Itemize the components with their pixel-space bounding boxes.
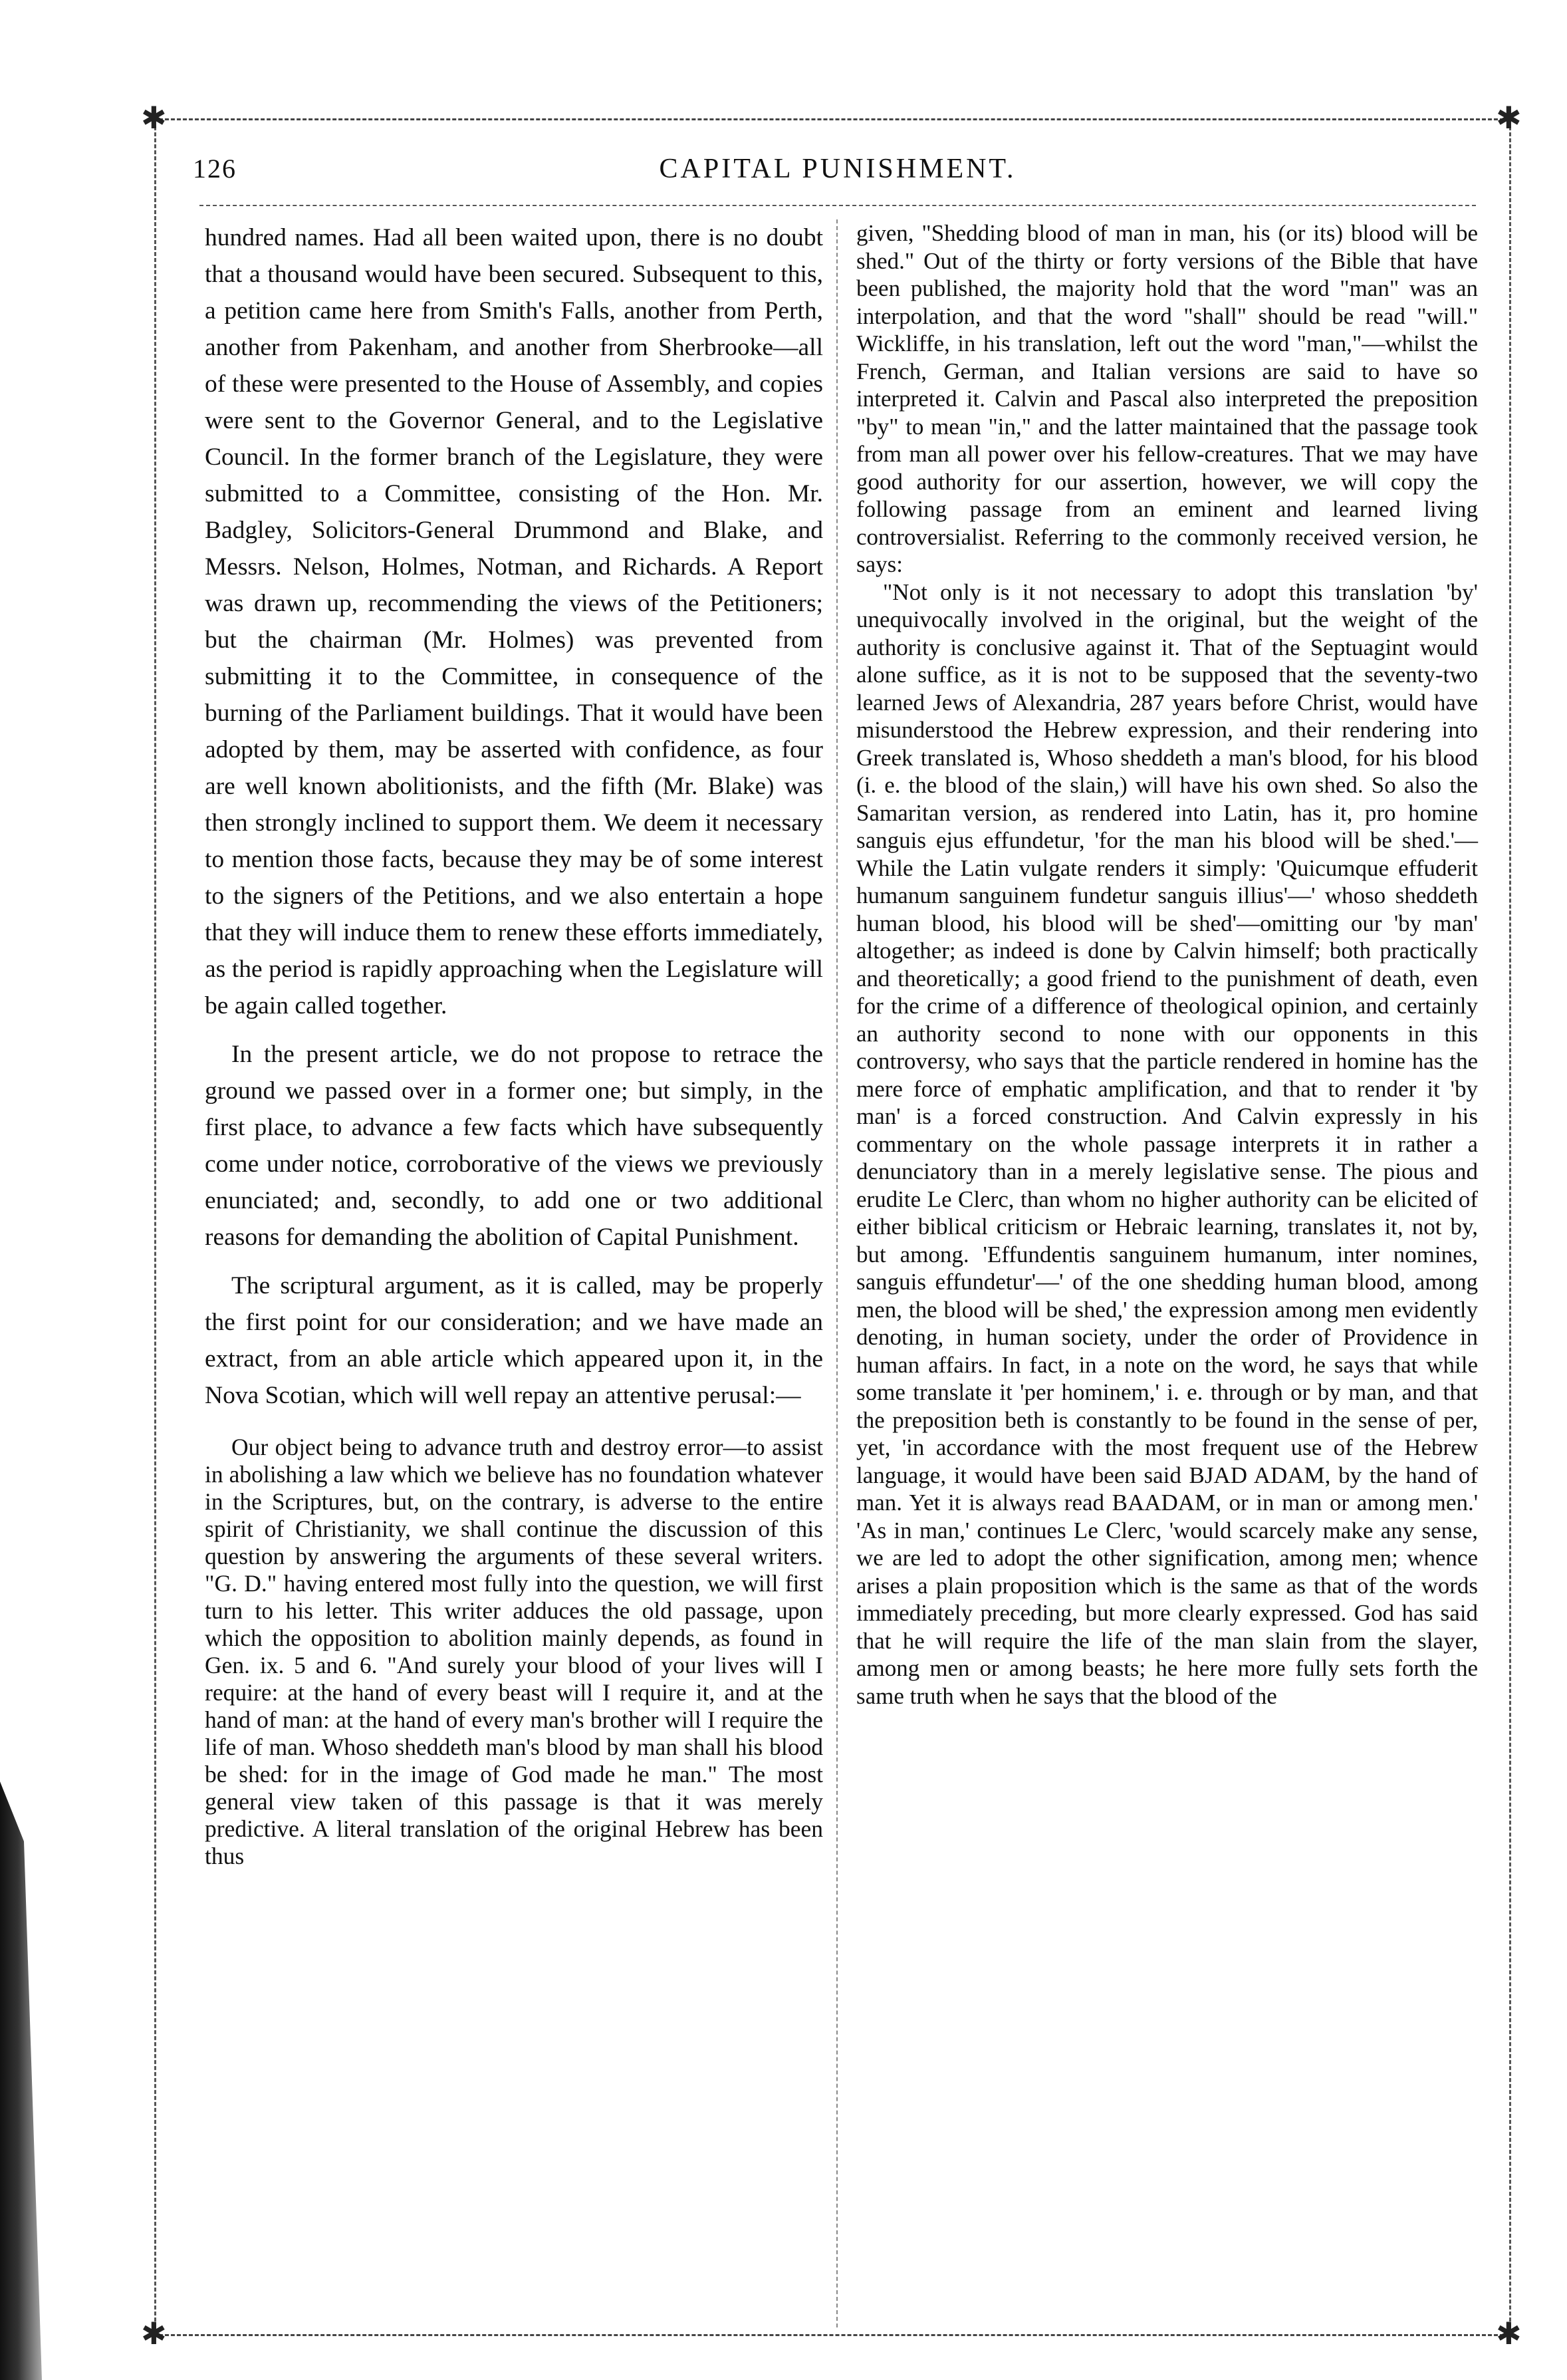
corner-star-icon: ✱: [1496, 100, 1522, 136]
quoted-paragraph: "Not only is it not necessary to adopt this translation 'by' unequivocally involved in the original, but the weight of the authority is conclusive against it. That of the Septuagint would alone suffice, as it is not to be supposed that the seventy-two learned Jews of Alexandria, 287 years before Christ, would have misunderstood the Hebrew expression, and their rendering into Greek translated is, Whoso sheddeth a man's blood, for his blood (i. e. the blood of the slain,) will have his own shed. So also the Samaritan version, as rendered into Latin, has it, pro homine sanguis ejus effundetur, 'for the man his blood will be shed.'—While the Latin vulgate renders it simply: 'Quicumque effuderit humanum sanguinem fundetur sanguis illius'—' whoso sheddeth human blood, his blood will be shed'—omitting our 'by man' altogether; as indeed is done by Calvin himself; both practically and theoretically; a good friend to the punishment of death, even for the crime of a difference of theological opinion, and certainly an authority second to none with our opponents in this controversy, who says that the particle rendered in homine has the mere force of emphatic amplification, and that to render it 'by man' is a forced construction. And Calvin expressly in his commentary on the whole passage interprets it in rather a denunciatory than in a merely legislative sense. The pious and erudite Le Clerc, than whom no higher authority can be elicited of either biblical criticism or Hebraic learning, translates it, not by, but among. 'Effundentis sanguinem humanum, inter nomines, sanguis effundetur'—' of the one shedding human blood, among men, the blood will be shed,' the expression among men evidently denoting, in human society, under the order of Providence in human affairs. In fact, in a note on the word, he says that while some translate it 'per hominem,' i. e. through or by man, and that the preposition beth is constantly to be found in the sense of per, yet, 'in accordance with the most frequent use of the Hebrew language, it would have been said BJAD ADAM, by the hand of man. Yet it is always read BAADAM, or in man or among men.' 'As in man,' continues Le Clerc, 'would scarcely make any sense, we are led to adopt the other signification, among men; whence arises a plain proposition which is the same as that of the words immediately preceding, but more clearly expressed. God has said that he will require the life of the man slain from the slayer, among men or among beasts; he here more fully sets forth the same truth when he says that the blood of the: [856, 579, 1478, 1709]
paragraph: hundred names. Had all been waited upon, there is no doubt that a thousand would have been secured. Subsequent to this, a petition came here from Smith's Falls, another from Perth, another from Pakenham, and another from Sherbrooke—all of these were presented to the House of Assembly, and copies were sent to the Governor General, and to the Legislative Council. In the former branch of the Legislature, they were submitted to a Committee, consisting of the Hon. Mr. Badgley, Solicitors-General Drummond and Blake, and Messrs. Nelson, Holmes, Notman, and Richards. A Report was drawn up, recommending the views of the Petitioners; but the chairman (Mr. Holmes) was prevented from submitting it to the Committee, in consequence of the burning of the Parliament buildings. That it would have been adopted by them, may be asserted with confidence, as four are well known abolitionists, and the fifth (Mr. Blake) was then strongly inclined to support them. We deem it necessary to mention those facts, because they may be of some interest to the signers of the Petitions, and we also entertain a hope that they will induce them to renew these efforts immediately, as the period is rapidly approaching when the Legislature will be again called together.: [205, 224, 823, 1019]
corner-star-icon: ✱: [141, 100, 167, 136]
running-title: CAPITAL PUNISHMENT.: [659, 154, 1017, 184]
bottom-border-rule: [153, 2334, 1516, 2343]
right-column: [856, 219, 1478, 1710]
top-border-rule: [153, 118, 1516, 127]
left-border-rule: [154, 126, 162, 2327]
column-divider: [836, 219, 842, 2327]
paragraph: The scriptural argument, as it is called, may be properly the first point for our consideration; and we have made an extract, from an able article which appeared upon it, in the Nova Scotian, which will well repay an attentive perusal:—: [205, 1272, 823, 1409]
page-number: 126: [193, 154, 237, 184]
right-border-rule: [1509, 126, 1516, 2327]
header-rule: [199, 205, 1476, 213]
binding-shadow: [0, 1782, 60, 2380]
paragraph: In the present article, we do not propose to retrace the ground we passed over in a former one; but simply, in the first place, to advance a few facts which have subsequently come under notice, corroborative of the views we previously enunciated; and, secondly, to add one or two additional reasons for demanding the abolition of Capital Punishment.: [205, 1041, 823, 1251]
paragraph: given, "Shedding blood of man in man, his (or its) blood will be shed." Out of the thirty or forty versions of the Bible that have been published, the majority hold that the word "man" was an interpolation, and that the word "shall" should be read "will." Wickliffe, in his translation, left out the word "man,"—whilst the French, German, and Italian versions are said to have so interpreted it. Calvin and Pascal also interpreted the preposition "by" to mean "in," and the latter maintained that the passage took from man all power over his fellow-creatures. That we may have good authority for our assertion, however, we will copy the following passage from an eminent and learned living controversialist. Referring to the commonly received version, he says:: [856, 220, 1478, 577]
corner-star-icon: ✱: [141, 2315, 167, 2351]
page-header: [193, 153, 1483, 199]
left-column: [205, 219, 823, 1870]
quoted-paragraph: Our object being to advance truth and destroy error—to assist in abolishing a law which we believe has no foundation whatever in the Scriptures, but, on the contrary, is adverse to the entire spirit of Christianity, we shall continue the discussion of this question by answering the arguments of these several writers. "G. D." having entered most fully into the question, we will first turn to his letter. This writer adduces the old passage, upon which the opposition to abolition mainly depends, as found in Gen. ix. 5 and 6. "And surely your blood of your lives will I require: at the hand of every beast will I require it, and at the hand of man: at the hand of every man's brother will I require the life of man. Whoso sheddeth man's blood by man shall his blood be shed: for in the image of God made he man." The most general view taken of this passage is that it was merely predictive. A literal translation of the original Hebrew has been thus: [205, 1434, 823, 1869]
corner-star-icon: ✱: [1496, 2315, 1522, 2351]
